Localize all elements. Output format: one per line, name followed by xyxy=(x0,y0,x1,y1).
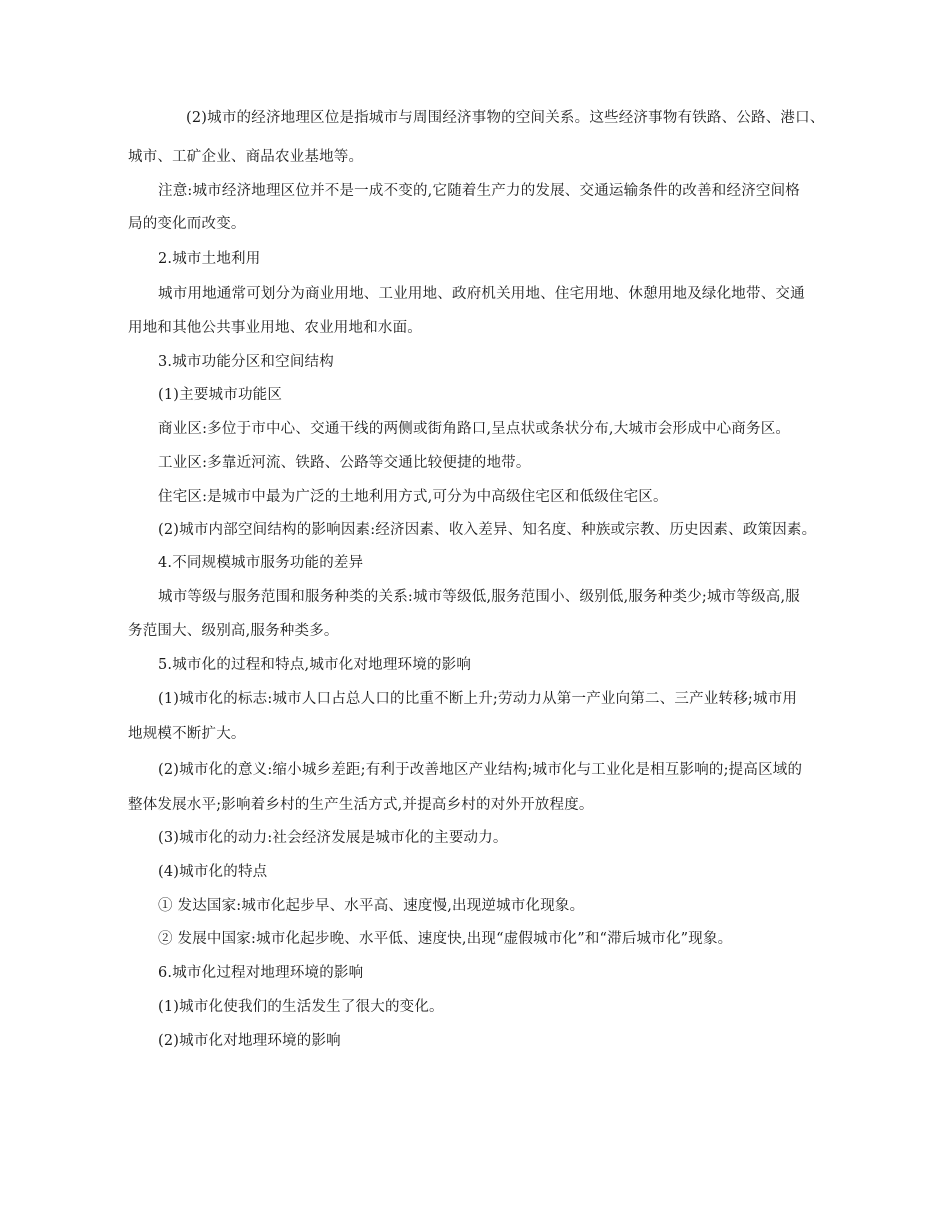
paragraph-line: 城市、工矿企业、商品农业基地等。 xyxy=(128,149,364,165)
section-heading: 3.城市功能分区和空间结构 xyxy=(158,354,334,370)
list-item: ① 发达国家:城市化起步早、水平高、速度慢,出现逆城市化现象。 xyxy=(158,898,585,914)
paragraph-line: 地规模不断扩大。 xyxy=(128,726,246,742)
paragraph-line: 注意:城市经济地理区位并不是一成不变的,它随着生产力的发展、交通运输条件的改善和经济空间格 xyxy=(158,183,800,199)
section-heading: 6.城市化过程对地理环境的影响 xyxy=(158,965,364,981)
section-heading: 4.不同规模城市服务功能的差异 xyxy=(158,555,364,571)
paragraph-line: 城市等级与服务范围和服务种类的关系:城市等级低,服务范围小、级别低,服务种类少;城市等级高,服 xyxy=(158,589,800,605)
paragraph-line: 商业区:多位于市中心、交通干线的两侧或街角路口,呈点状或条状分布,大城市会形成中心商务区。 xyxy=(158,421,791,437)
paragraph-line: (1)城市化的标志:城市人口占总人口的比重不断上升;劳动力从第一产业向第二、三产业转移;城市用 xyxy=(158,691,798,707)
paragraph-line: (2)城市化的意义:缩小城乡差距;有利于改善地区产业结构;城市化与工业化是相互影响的;提高区域的 xyxy=(158,762,803,778)
paragraph-line: (2)城市化对地理环境的影响 xyxy=(158,1033,341,1049)
paragraph-line: (3)城市化的动力:社会经济发展是城市化的主要动力。 xyxy=(158,830,508,846)
paragraph-line: (1)城市化使我们的生活发生了很大的变化。 xyxy=(158,999,444,1015)
paragraph-line: 整体发展水平;影响着乡村的生产生活方式,并提高乡村的对外开放程度。 xyxy=(128,797,594,813)
paragraph-line: (2)城市内部空间结构的影响因素:经济因素、收入差异、知名度、种族或宗教、历史因素、政策因素。 xyxy=(158,522,817,538)
subsection-heading: (4)城市化的特点 xyxy=(158,864,268,880)
paragraph-line: (2)城市的经济地理区位是指城市与周围经济事物的空间关系。这些经济事物有铁路、公路、港口、 xyxy=(186,110,825,126)
paragraph-line: 务范围大、级别高,服务种类多。 xyxy=(128,623,339,639)
section-heading: 5.城市化的过程和特点,城市化对地理环境的影响 xyxy=(158,657,472,673)
list-item: ② 发展中国家:城市化起步晚、水平低、速度快,出现“虚假城市化”和“滞后城市化”现象。 xyxy=(158,931,733,947)
paragraph-line: 用地和其他公共事业用地、农业用地和水面。 xyxy=(128,320,422,336)
paragraph-line: 局的变化而改变。 xyxy=(128,216,246,232)
paragraph-line: 工业区:多靠近河流、铁路、公路等交通比较便捷的地带。 xyxy=(158,455,531,471)
subsection-heading: (1)主要城市功能区 xyxy=(158,387,283,403)
paragraph-line: 城市用地通常可划分为商业用地、工业用地、政府机关用地、住宅用地、休憩用地及绿化地带、交通 xyxy=(158,286,805,302)
section-heading: 2.城市土地利用 xyxy=(158,251,261,267)
paragraph-line: 住宅区:是城市中最为广泛的土地利用方式,可分为中高级住宅区和低级住宅区。 xyxy=(158,489,668,505)
